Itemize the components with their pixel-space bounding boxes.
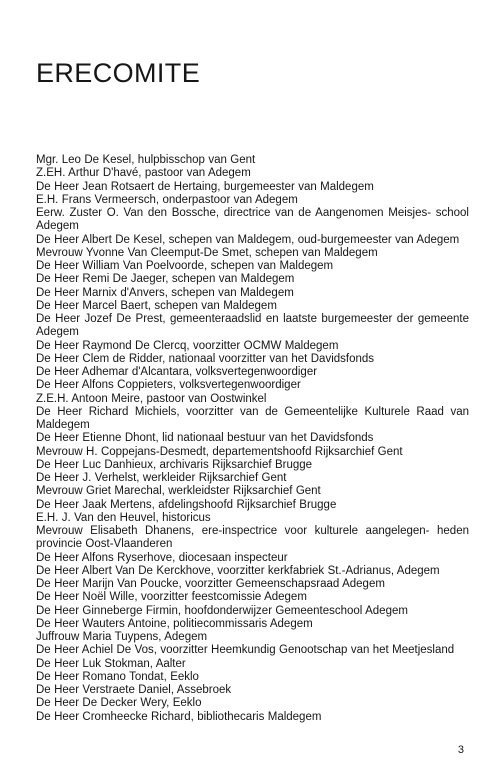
committee-member-entry: Z.EH. Arthur D'havé, pastoor van Adegem — [36, 167, 251, 180]
committee-member-entry: Mevrouw Griet Marechal, werkleidster Rijksarchief Gent — [36, 485, 321, 498]
committee-member-entry: De Heer Remi De Jaeger, schepen van Maldegem — [36, 273, 295, 286]
committee-member-entry: E.H. Frans Vermeersch, onderpastoor van Adegem — [36, 193, 298, 206]
committee-member-entry: De Heer Jozef De Prest, gemeenteraadslid en laatste burgemeester der gemeente Adegem — [36, 313, 469, 339]
committee-member-entry: De Heer Cromheecke Richard, bibliothecaris Maldegem — [36, 710, 322, 723]
committee-member-entry: De Heer De Decker Wery, Eeklo — [36, 697, 202, 710]
committee-member-entry: Eerw. Zuster O. Van den Bossche, directrice van de Aangenomen Meisjes- school Adegem — [36, 207, 469, 233]
committee-member-entry: De Heer Adhemar d'Alcantara, volksvertegenwoordiger — [36, 366, 318, 378]
committee-member-entry: E.H. J. Van den Heuvel, historicus — [36, 511, 211, 524]
committee-member-entry: De Heer Marcel Baert, schepen van Maldegem — [36, 299, 277, 312]
committee-member-entry: De Heer Alfons Ryserhove, diocesaan inspecteur — [36, 551, 288, 564]
committee-member-entry: De Heer Jean Rotsaert de Hertaing, burgemeester van Maldegem — [36, 180, 374, 193]
committee-member-entry: Mevrouw H. Coppejans-Desmedt, departementshoofd Rijksarchief Gent — [36, 445, 403, 458]
committee-member-entry: De Heer Noël Wille, voorzitter feestcomissie Adegem — [36, 591, 307, 604]
committee-member-entry: Z.E.H. Antoon Meire, pastoor van Oostwinkel — [36, 392, 267, 405]
committee-member-entry: De Heer Alfons Coppieters, volksvertegenwoordiger — [36, 379, 301, 392]
committee-member-entry: Mgr. Leo De Kesel, hulpbisschop van Gent — [36, 154, 256, 166]
committee-member-entry: Mevrouw Yvonne Van Cleemput-De Smet, schepen van Maldegem — [36, 246, 378, 259]
committee-member-entry: De Heer Romano Tondat, Eeklo — [36, 670, 199, 683]
committee-member-entry: De Heer Ginneberge Firmin, hoofdonderwijzer Gemeenteschool Adegem — [36, 604, 408, 617]
committee-member-entry: De Heer Luc Danhieux, archivaris Rijksarchief Brugge — [36, 458, 313, 471]
committee-member-entry: De Heer Richard Michiels, voorzitter van de Gemeentelijke Kulturele Raad van Maldegem — [36, 405, 469, 431]
committee-member-entry: Mevrouw Elisabeth Dhanens, ere-inspectrice voor kulturele aangelegen- heden provincie Oost-Vlaanderen — [36, 525, 469, 551]
committee-member-entry: De Heer Albert Van De Kerckhove, voorzitter kerkfabriek St.-Adrianus, Adegem — [36, 564, 440, 577]
committee-member-entry: De Heer Achiel De Vos, voorzitter Heemkundig Genootschap van het Meetjesland — [36, 644, 455, 657]
committee-member-entry: Juffrouw Maria Tuypens, Adegem — [36, 631, 208, 643]
committee-member-entry: De Heer Marnix d'Anvers, schepen van Maldegem — [36, 286, 294, 299]
committee-member-entry: De Heer Albert De Kesel, schepen van Maldegem, oud-burgemeester van Adegem — [36, 233, 460, 246]
committee-member-entry: De Heer Wauters Antoine, politiecommissaris Adegem — [36, 617, 313, 630]
committee-member-entry: De Heer Verstraete Daniel, Assebroek — [36, 684, 232, 696]
committee-list — [36, 154, 469, 724]
committee-member-entry: De Heer Jaak Mertens, afdelingshoofd Rijksarchief Brugge — [36, 498, 337, 511]
committee-member-entry: De Heer J. Verhelst, werkleider Rijksarchief Gent — [36, 472, 287, 484]
committee-member-entry: De Heer Marijn Van Poucke, voorzitter Gemeenschapsraad Adegem — [36, 578, 385, 590]
committee-member-entry: De Heer Clem de Ridder, nationaal voorzitter van het Davidsfonds — [36, 352, 375, 365]
committee-member-entry: De Heer Luk Stokman, Aalter — [36, 657, 186, 670]
page-title: ERECOMITE — [36, 58, 201, 88]
page-number: 3 — [457, 744, 464, 756]
committee-member-entry: De Heer Raymond De Clercq, voorzitter OCMW Maldegem — [36, 339, 339, 352]
committee-member-entry: De Heer Etienne Dhont, lid nationaal bestuur van het Davidsfonds — [36, 432, 374, 445]
committee-member-entry: De Heer William Van Poelvoorde, schepen van Maldegem — [36, 260, 334, 272]
